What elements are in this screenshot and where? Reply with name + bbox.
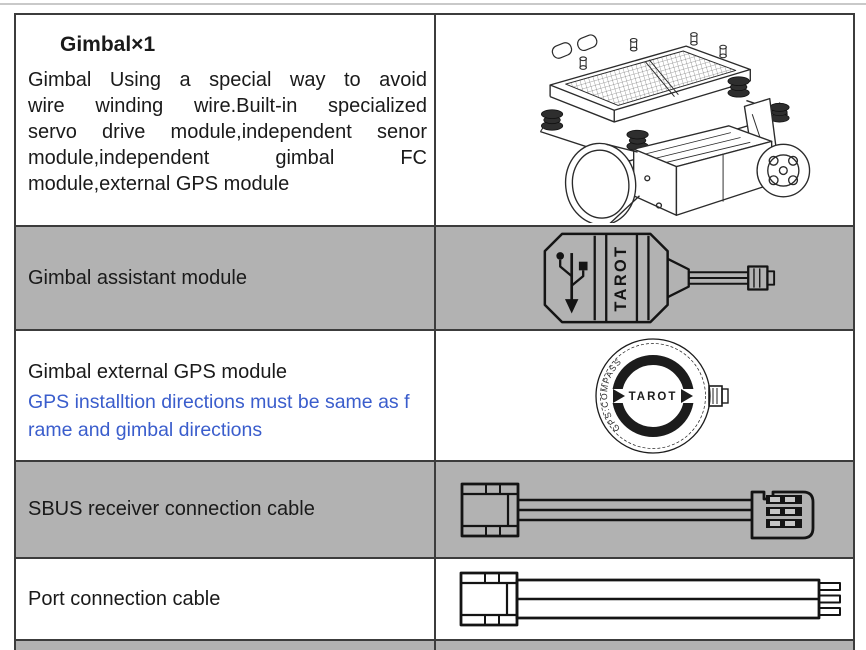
- gimbal-description-line: module,independent gimbal FC: [28, 147, 427, 169]
- cell-assistant-text: [16, 227, 434, 329]
- sbus-cable-line-drawing: [456, 478, 834, 542]
- cable-wires: [688, 272, 747, 284]
- row-sbus-cable: [16, 462, 853, 559]
- row-assistant-module: [16, 227, 853, 331]
- cell-sbus-text: [16, 462, 434, 557]
- port-cable-label: Port connection cable: [28, 587, 221, 610]
- camera-body: [633, 126, 771, 215]
- camera-lens: [561, 140, 639, 223]
- gimbal-description-line: servo drive module,independent senor: [28, 121, 427, 143]
- flat-ribbon-cable: [517, 580, 819, 618]
- gps-ring-label: GPS:COMPASS: [598, 355, 624, 434]
- assistant-module-label: Gimbal assistant module: [28, 266, 247, 289]
- gimbal-title: Gimbal×1: [60, 33, 156, 56]
- gps-module-label: Gimbal external GPS module: [28, 361, 288, 383]
- cable-neck: [667, 259, 688, 297]
- row-gimbal: [16, 15, 853, 227]
- cell-gps-text: [16, 331, 434, 460]
- cell-port-text: [16, 559, 434, 639]
- bare-wire-ends: [819, 583, 840, 615]
- cell-gimbal-text: [16, 15, 434, 225]
- gimbal-description-line: Gimbal Using a special way to avoid: [28, 69, 427, 91]
- assistant-module-line-drawing: [541, 230, 777, 326]
- gimbal-description-line: wire winding wire.Built-in specialized: [28, 95, 427, 117]
- servo-connector: [752, 492, 813, 538]
- sbus-cable-label: SBUS receiver connection cable: [28, 498, 315, 520]
- gimbal-description: [28, 67, 427, 197]
- page-edge-artifact-line: [0, 3, 866, 5]
- parts-table: [14, 13, 855, 650]
- cable-wires: [518, 500, 752, 520]
- cell-assistant-image: [434, 227, 853, 329]
- gps-install-note-line: rame and gimbal directions: [28, 419, 263, 441]
- gps-module-line-drawing: [591, 335, 741, 457]
- cell-sbus-image: [434, 462, 853, 557]
- assistant-brand-label: TAROT: [611, 244, 630, 312]
- gimbal-description-line: module,external GPS module: [28, 173, 290, 195]
- cable-end-plug: [748, 266, 774, 289]
- cable-left-connector: [461, 573, 517, 625]
- row-cutoff: [16, 641, 853, 650]
- cable-left-connector: [462, 484, 518, 536]
- cell-cutoff-left: [16, 641, 434, 650]
- cell-port-image: [434, 559, 853, 639]
- gps-install-note: [28, 388, 434, 444]
- gps-connector: [709, 386, 728, 406]
- cell-gps-image: [434, 331, 853, 460]
- cell-cutoff-right: [434, 641, 853, 650]
- row-port-cable: [16, 559, 853, 641]
- port-cable-line-drawing: [455, 570, 845, 628]
- gps-brand-label: TAROT: [628, 390, 677, 403]
- gps-install-note-line: GPS installtion directions must be same as f: [28, 391, 410, 413]
- usb-icon: [556, 252, 587, 313]
- row-gps-module: [16, 331, 853, 462]
- gimbal-motor: [757, 144, 809, 196]
- cable-clamps: [550, 33, 598, 60]
- gimbal-camera-line-drawing: [489, 17, 825, 223]
- cell-gimbal-image: [434, 15, 853, 225]
